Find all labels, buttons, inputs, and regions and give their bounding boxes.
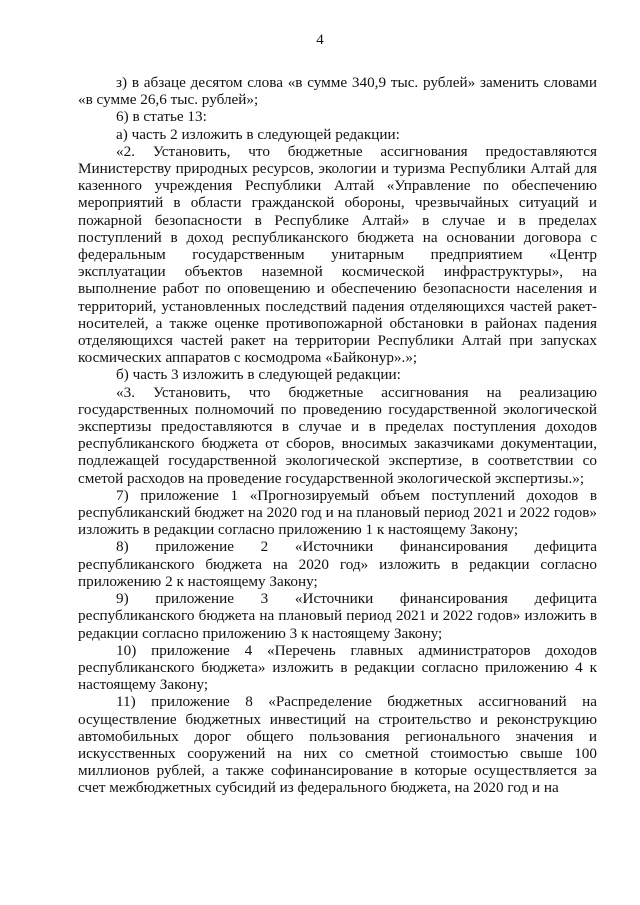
page-number: 4	[316, 32, 324, 48]
paragraph-subitem-a: а) часть 2 изложить в следующей редакции:	[116, 125, 400, 143]
paragraph-item-11: 11) приложение 8 «Распределение бюджетных ассигнований на осуществление бюджетных инвестиций на строительство и реконструкцию автомобильных дорог общего пользования регионального значения и искусственных сооружений на них со сметной стоимостью свыше 100 миллионов рублей, а также софинансирование в которые осуществляется за счет межбюджетных субсидий из федерального бюджета, на 2020 год и на	[78, 693, 597, 797]
paragraph-item-6: 6) в статье 13:	[116, 108, 207, 126]
paragraph-item-7: 7) приложение 1 «Прогнозируемый объем поступлений доходов в республиканский бюджет на 2020 год и на плановый период 2021 и 2022 годов» изложить в редакции согласно приложению 1 к настоящему Закону;	[78, 486, 597, 539]
paragraph-item-9: 9) приложение 3 «Источники финансирования дефицита республиканского бюджета на плановый период 2021 и 2022 годов» изложить в редакции согласно приложению 3 к настоящему Закону;	[78, 590, 597, 642]
document-body	[78, 74, 597, 797]
paragraph-item-8: 8) приложение 2 «Источники финансирования дефицита республиканского бюджета на 2020 год» изложить в редакции согласно приложению 2 к настоящему Закону;	[78, 538, 597, 590]
paragraph-item-10: 10) приложение 4 «Перечень главных администраторов доходов республиканского бюджета» изложить в редакции согласно приложению 4 к настоящему Закону;	[78, 641, 597, 694]
paragraph-item-z: з) в абзаце десятом слова «в сумме 340,9 тыс. рублей» заменить словами «в сумме 26,6 тыс. рублей»;	[78, 74, 597, 109]
paragraph-part-3-text: «3. Установить, что бюджетные ассигнования на реализацию государственных полномочий по проведению государственной экологической экспертизы предоставляются в случае и в пределах поступления доходов республиканского бюджета от сборов, вносимых заказчиками документации, подлежащей государственной экологической экспертизе, в соответствии со сметой расходов на проведение государственной экологической экспертизы.»;	[78, 383, 597, 487]
paragraph-part-2-text: «2. Установить, что бюджетные ассигнования предоставляются Министерству природных ресурсов, экологии и туризма Республики Алтай для казенного учреждения Республики Алтай «Управление по обеспечению мероприятий в области гражданской обороны, чрезвычайных ситуаций и пожарной безопасности в Республике Алтай» в случае и в пределах поступлений в доход республиканского бюджета на основании договора с федеральным государственным унитарным предприятием «Центр эксплуатации объектов наземной космической инфраструктуры», на выполнение работ по оповещению и обеспечению безопасности населения и территорий, установленных последствий падения отделяющихся частей ракет-носителей, а также оценке противопожарной обстановки в районах падения отделяющихся частей ракет на территории Республики Алтай при запусках космических аппаратов с космодрома «Байконур».»;	[78, 142, 597, 367]
paragraph-subitem-b: б) часть 3 изложить в следующей редакции:	[116, 366, 401, 384]
